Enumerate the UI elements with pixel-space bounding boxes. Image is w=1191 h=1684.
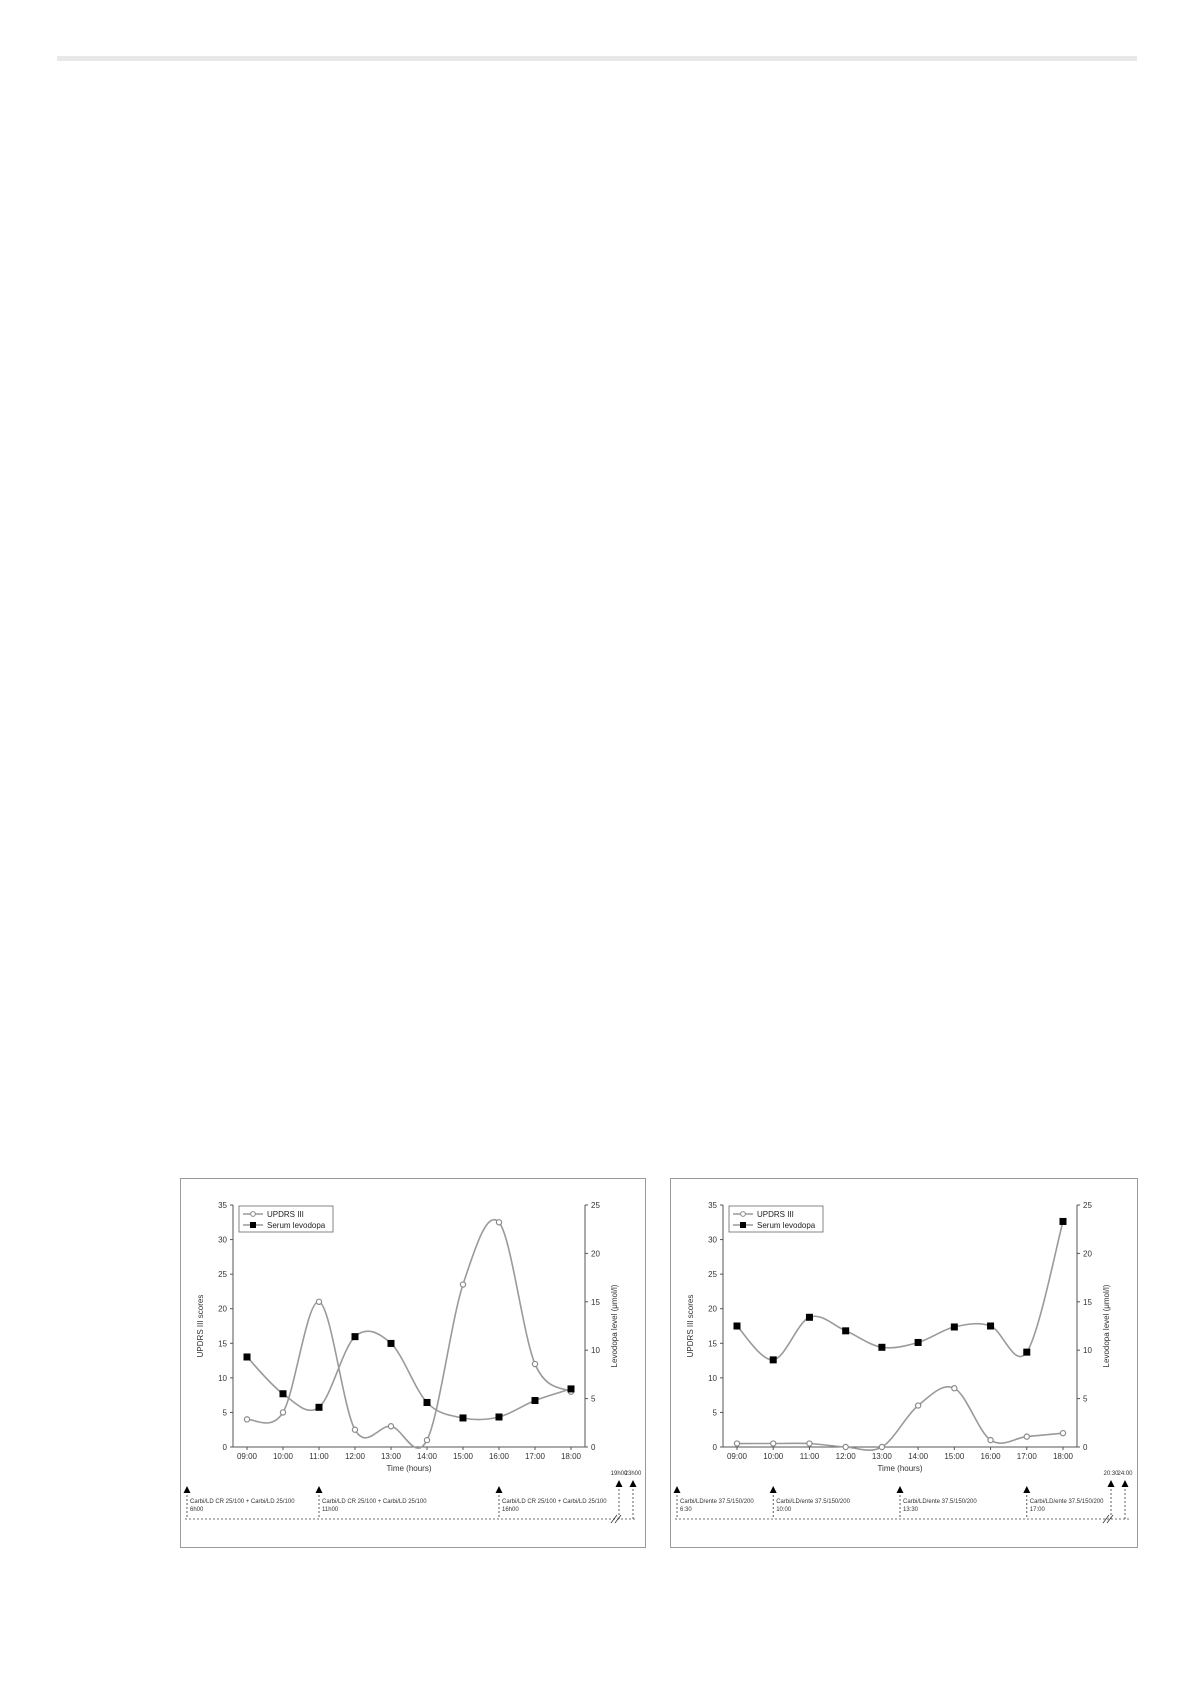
chart-panel-right	[670, 1178, 1138, 1548]
series-line-updrs	[247, 1220, 571, 1448]
y-tick-label-left: 10	[218, 1373, 227, 1383]
y-tick-label-right: 15	[591, 1297, 600, 1307]
updrs-point	[916, 1403, 921, 1408]
levodopa-point	[1023, 1349, 1030, 1356]
dose-label: Carbi/LD/ente 37.5/150/200	[1029, 1499, 1104, 1505]
y-tick-label-left: 0	[712, 1443, 717, 1452]
levodopa-point	[951, 1323, 958, 1330]
dose-time: 13:30	[903, 1507, 919, 1513]
levodopa-point	[532, 1397, 539, 1404]
y-tick-label-right: 15	[1083, 1297, 1092, 1307]
updrs-point	[244, 1417, 249, 1422]
x-tick-label: 10:00	[272, 1452, 294, 1461]
dose-arrow-head	[1108, 1480, 1115, 1487]
updrs-point	[532, 1361, 537, 1366]
updrs-point	[734, 1441, 739, 1446]
y-tick-label-right: 25	[1083, 1201, 1092, 1210]
legend-label: UPDRS III	[267, 1210, 304, 1219]
dose-time: 6h00	[190, 1507, 204, 1513]
dose-arrow-head	[616, 1480, 623, 1487]
levodopa-point	[244, 1353, 251, 1360]
updrs-point	[316, 1299, 321, 1304]
x-tick-label: 14:00	[416, 1452, 438, 1461]
updrs-point	[496, 1220, 501, 1225]
updrs-point	[807, 1441, 812, 1446]
levodopa-point	[770, 1356, 777, 1363]
y-tick-label-left: 20	[708, 1304, 717, 1314]
x-tick-label: 11:00	[799, 1452, 820, 1461]
late-dose-time: 24:00	[1117, 1471, 1133, 1477]
dose-time: 17:00	[1029, 1507, 1045, 1513]
chart-right	[671, 1179, 1137, 1547]
x-tick-label: 16:00	[488, 1452, 510, 1461]
y-axis-title-right: Levodopa level (μmol/l)	[1102, 1284, 1111, 1368]
x-tick-label: 13:00	[380, 1452, 402, 1461]
y-tick-label-right: 20	[1083, 1249, 1092, 1259]
legend-marker-circle	[251, 1212, 256, 1217]
levodopa-point	[388, 1340, 395, 1347]
updrs-point	[460, 1282, 465, 1287]
levodopa-point	[734, 1323, 741, 1330]
dose-arrow-head	[1122, 1480, 1129, 1487]
updrs-point	[952, 1386, 957, 1391]
y-tick-label-right: 0	[591, 1443, 596, 1452]
y-tick-label-left: 5	[712, 1408, 717, 1418]
x-tick-label: 09:00	[236, 1452, 258, 1461]
x-tick-label: 11:00	[309, 1452, 329, 1461]
y-tick-label-left: 30	[708, 1235, 717, 1245]
dose-arrow-head	[316, 1486, 323, 1493]
levodopa-point	[316, 1404, 323, 1411]
dose-label: Carbi/LD CR 25/100 + Carbi/LD 25/100	[502, 1499, 607, 1505]
y-tick-label-left: 0	[222, 1443, 227, 1452]
updrs-point	[1024, 1434, 1029, 1439]
x-tick-label: 18:00	[560, 1452, 582, 1461]
y-tick-label-left: 35	[708, 1201, 717, 1210]
dose-arrow-head	[630, 1480, 637, 1487]
late-dose-time: 19h00	[610, 1471, 628, 1477]
legend	[239, 1206, 333, 1232]
legend-label: Serum levodopa	[757, 1221, 816, 1230]
y-axis-title-left: UPDRS III scores	[196, 1294, 205, 1358]
y-tick-label-left: 10	[708, 1373, 717, 1383]
dose-label: Carbi/LD/ente 37.5/150/200	[903, 1499, 977, 1505]
chart-panel-left	[180, 1178, 646, 1548]
x-tick-label: 17:00	[524, 1452, 546, 1461]
levodopa-point	[352, 1333, 359, 1340]
y-tick-label-right: 5	[591, 1394, 596, 1404]
x-tick-label: 14:00	[908, 1452, 929, 1461]
legend-marker-circle	[741, 1212, 746, 1217]
x-tick-label: 09:00	[726, 1452, 748, 1461]
y-tick-label-left: 20	[218, 1304, 227, 1314]
dose-arrow-head	[1023, 1486, 1030, 1493]
y-tick-label-right: 20	[591, 1249, 600, 1259]
updrs-point	[388, 1424, 393, 1429]
x-tick-label: 15:00	[944, 1452, 965, 1461]
late-dose-time: 23h00	[624, 1471, 642, 1477]
dose-time: 6:30	[680, 1507, 692, 1513]
x-tick-label: 15:00	[452, 1452, 474, 1461]
dose-time: 11h00	[322, 1507, 339, 1513]
x-tick-label: 16:00	[980, 1452, 1001, 1461]
updrs-point	[352, 1427, 357, 1432]
x-tick-label: 17:00	[1016, 1452, 1037, 1461]
legend-marker-square	[250, 1222, 256, 1228]
late-dose-time: 20:30	[1103, 1471, 1119, 1477]
y-axis-title-left: UPDRS III scores	[686, 1294, 695, 1358]
updrs-point	[1060, 1431, 1065, 1436]
y-tick-label-right: 10	[591, 1346, 600, 1356]
updrs-point	[771, 1441, 776, 1446]
dose-label: Carbi/LD/ente 37.5/150/200	[680, 1499, 754, 1505]
x-tick-label: 18:00	[1052, 1452, 1074, 1461]
legend-marker-square	[740, 1222, 746, 1228]
dose-arrow-head	[496, 1486, 503, 1493]
x-tick-label: 10:00	[763, 1452, 784, 1461]
top-rule	[57, 56, 1137, 61]
dose-arrow-head	[674, 1486, 681, 1493]
levodopa-point	[280, 1390, 287, 1397]
dose-label: Carbi/LD/ente 37.5/150/200	[776, 1499, 850, 1505]
levodopa-point	[806, 1314, 813, 1321]
dose-label: Carbi/LD CR 25/100 + Carbi/LD 25/100	[322, 1499, 427, 1505]
y-tick-label-left: 25	[708, 1270, 717, 1280]
updrs-point	[988, 1437, 993, 1442]
levodopa-point	[1060, 1218, 1067, 1225]
dose-time: 10:00	[776, 1507, 792, 1513]
dose-arrow-head	[184, 1486, 191, 1493]
x-axis-title: Time (hours)	[877, 1464, 923, 1473]
updrs-point	[424, 1437, 429, 1442]
levodopa-point	[842, 1327, 849, 1334]
y-tick-label-right: 5	[1083, 1394, 1088, 1404]
levodopa-point	[424, 1399, 431, 1406]
y-tick-label-left: 5	[222, 1408, 227, 1418]
y-tick-label-left: 25	[218, 1270, 227, 1280]
series-line-levodopa	[737, 1222, 1063, 1360]
y-tick-label-right: 10	[1083, 1346, 1092, 1356]
x-tick-label: 12:00	[344, 1452, 366, 1461]
dose-label: Carbi/LD CR 25/100 + Carbi/LD 25/100	[190, 1499, 295, 1505]
x-tick-label: 13:00	[871, 1452, 892, 1461]
legend-label: UPDRS III	[757, 1210, 794, 1219]
chart-left	[181, 1179, 645, 1547]
y-tick-label-right: 25	[591, 1201, 600, 1210]
levodopa-point	[496, 1413, 503, 1420]
y-tick-label-left: 15	[708, 1339, 717, 1349]
y-tick-label-left: 30	[218, 1235, 227, 1245]
series-line-levodopa	[247, 1331, 571, 1419]
x-tick-label: 12:00	[835, 1452, 856, 1461]
y-tick-label-left: 35	[218, 1201, 227, 1210]
levodopa-point	[568, 1385, 575, 1392]
y-tick-label-right: 0	[1083, 1443, 1088, 1452]
levodopa-point	[460, 1414, 467, 1421]
dose-arrow-head	[897, 1486, 904, 1493]
y-tick-label-left: 15	[218, 1339, 227, 1349]
legend	[729, 1206, 823, 1232]
series-line-updrs	[737, 1387, 1063, 1450]
y-axis-title-right: Levodopa level (μmol/l)	[610, 1284, 619, 1368]
updrs-point	[879, 1444, 884, 1449]
levodopa-point	[878, 1344, 885, 1351]
dose-arrow-head	[770, 1486, 777, 1493]
updrs-point	[843, 1444, 848, 1449]
levodopa-point	[987, 1323, 994, 1330]
levodopa-point	[915, 1339, 922, 1346]
legend-label: Serum levodopa	[267, 1221, 326, 1230]
dose-time: 16h00	[502, 1507, 519, 1513]
updrs-point	[280, 1410, 285, 1415]
x-axis-title: Time (hours)	[386, 1464, 432, 1473]
